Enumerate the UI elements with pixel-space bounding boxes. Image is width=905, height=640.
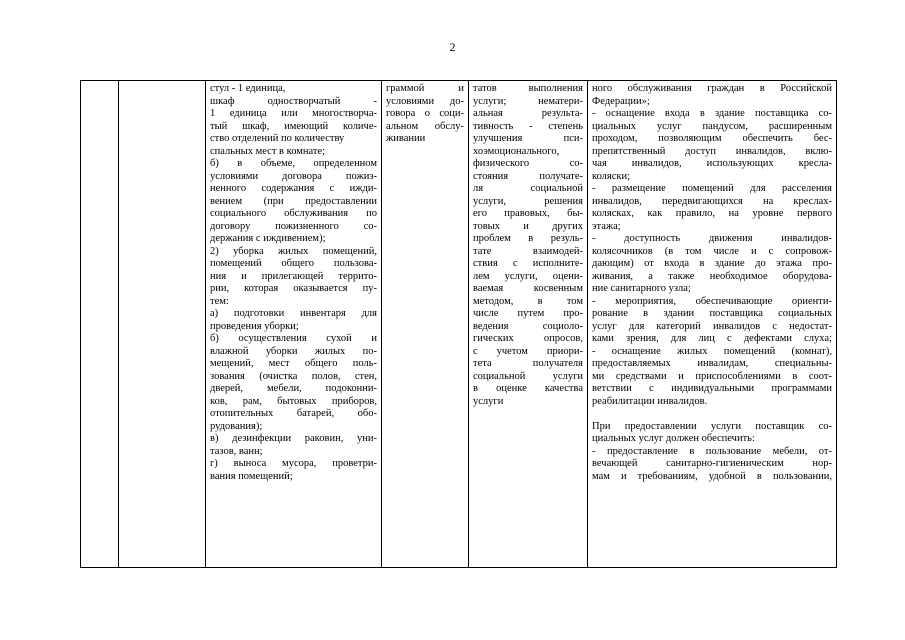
text-line: тый шкаф, имеющий количе- [210,120,377,132]
text-line: - оснащение жилых помещений (комнат), [592,345,832,357]
table-cell-provision-conditions [588,81,837,568]
text-line: числе путем про- [473,308,583,319]
text-line: тате взаимодей- [473,245,583,257]
text-line: - размещение помещений для расселения [592,183,832,194]
table-cell-service-name [119,81,206,568]
text-line: условиями до- [386,95,464,107]
text-line: реабилитации инвалидов. [592,395,708,407]
text-line: 1 единица или многостворча- [210,108,377,119]
document-table [80,80,837,568]
text-line: гических опросов, [473,333,583,344]
text-line: - оснащение входа в здание поставщика со- [592,108,832,119]
text-line: тета получателя [473,358,583,369]
table-cell-service-description [206,81,382,568]
text-line: мам и требованиям, удобной в пользовании, [592,470,832,482]
text-line: коляски; [592,170,631,182]
text-line: ваемая косвенным [473,283,583,294]
text-line: колясочников (в том числе и с сопровож- [592,245,832,257]
text-line: татов выполнения [473,83,583,94]
text-line: граммой и [386,83,464,94]
text-line: ненного содержания с ижди- [210,183,377,194]
table-cell-number [81,81,119,568]
text-line: 2) уборка жилых помещений, [210,245,377,257]
text-line: рии, которая оказывается пу- [210,283,377,294]
text-line: шкаф одностворчатый - [210,95,377,107]
text-line: хоэмоционального, [473,145,560,157]
text-line: г) выноса мусора, проветри- [210,458,377,469]
text-line: его правовых, бы- [473,208,583,219]
text-line: ство отделений по количеству [210,133,345,144]
text-line: ков, рам, бытовых приборов, [210,395,377,407]
text-line: ствия с исполните- [473,258,583,269]
text-line: этажа; [592,220,621,232]
text-line: рование в здании поставщика социальных [592,308,832,319]
text-line: услуги; нематери- [473,95,583,107]
text-line: ветствии с индивидуальными программами [592,383,832,394]
text-line: говора о соци- [386,108,464,119]
text-line: - мероприятия, обеспечивающие ориенти- [592,295,832,307]
text-line: инвалидов, передвигающихся на креслах- [592,195,832,207]
text-line: помещений общего пользова- [210,258,377,269]
text-line: ля социальной [473,183,583,194]
text-line: проходом, позволяющим обеспечить бес- [592,133,832,144]
text-line: тем: [210,295,229,307]
text-line: тазов, ванн; [210,445,263,457]
text-line: улучшения пси- [473,133,583,144]
text-line: ного обслуживания граждан в Российской [592,83,832,94]
text-line: услуги [473,395,504,407]
table-cell-service-terms [382,81,469,568]
text-line: ведения социоло- [473,320,583,332]
text-line: альном обслу- [386,120,464,132]
text-line: живания, а также необходимое оборудова- [592,270,832,282]
text-line: стояния получате- [473,170,583,182]
text-line: ми средствами и приспособлениями в соот- [592,370,832,382]
text-line: товых и других [473,220,583,232]
text-line: услуги, решения [473,195,583,207]
text-line: договору пожизненного со- [210,220,377,232]
text-line: вечающей санитарно-гигиеническим нор- [592,458,832,469]
text-line: социального обслуживания по [210,208,377,219]
text-line: Федерации»; [592,95,650,107]
text-line: ние санитарного узла; [592,283,691,294]
text-line: тивность - степень [473,120,583,132]
text-line: б) в объеме, определенном [210,158,377,169]
text-line: в) дезинфекции раковин, уни- [210,433,377,444]
table-cell-quality-indicators [469,81,588,568]
text-line: влажной уборки жилых по- [210,345,377,357]
text-line: ками зрения, для лиц с дефектами слуха; [592,333,832,344]
text-line: мещений, мест общего поль- [210,358,377,369]
text-line: методом, в том [473,295,583,307]
text-line: отопительных батарей, обо- [210,408,377,419]
text-line: живании [386,133,426,144]
text-line: стул - 1 единица, [210,83,286,94]
text-line: дающим) от входа в здание до этажа про- [592,258,832,269]
text-line: - предоставление в пользование мебели, от- [592,445,832,457]
text-line: держания с иждивением); [210,233,326,244]
text-line: спальных мест в комнате; [210,145,326,157]
text-line: физического со- [473,158,583,169]
text-line: рудования); [210,420,263,432]
text-line: проблем в резуль- [473,233,583,244]
text-line: колясках, как правило, на уровне первого [592,208,832,219]
text-line: в оценке качества [473,383,583,394]
text-line: При предоставлении услуги поставщик со- [592,420,832,432]
text-line: чая инвалидов, использующих кресла- [592,158,832,169]
text-line: циальных услуг пандусом, расширенным [592,120,832,132]
text-line: б) осуществления сухой и [210,333,377,344]
text-line: условиями договора пожиз- [210,170,377,182]
table-row [81,81,837,568]
text-line: зования (очистка полов, стен, [210,370,377,382]
text-line: социальной услуги [473,370,583,382]
text-line: вением (при предоставлении [210,195,377,207]
text-line: ния и прилегающей террито- [210,270,377,282]
text-line: лем услуги, оцени- [473,270,583,282]
text-line: - доступность движения инвалидов- [592,233,832,244]
text-line: услуг для категорий инвалидов с недостат- [592,320,832,332]
text-line: а) подготовки инвентаря для [210,308,377,319]
text-line: циальных услуг должен обеспечить: [592,433,755,444]
text-line: дверей, мебели, подоконни- [210,383,377,394]
text-line: с учетом приори- [473,345,583,357]
text-line: проведения уборки; [210,320,299,332]
page-number: 2 [449,40,456,54]
text-line: альная результа- [473,108,583,119]
text-line [592,408,832,421]
text-line: вания помещений; [210,470,293,482]
text-line: препятственный доступ инвалидов, вклю- [592,145,832,157]
text-line: предоставляемых инвалидам, специальны- [592,358,832,369]
